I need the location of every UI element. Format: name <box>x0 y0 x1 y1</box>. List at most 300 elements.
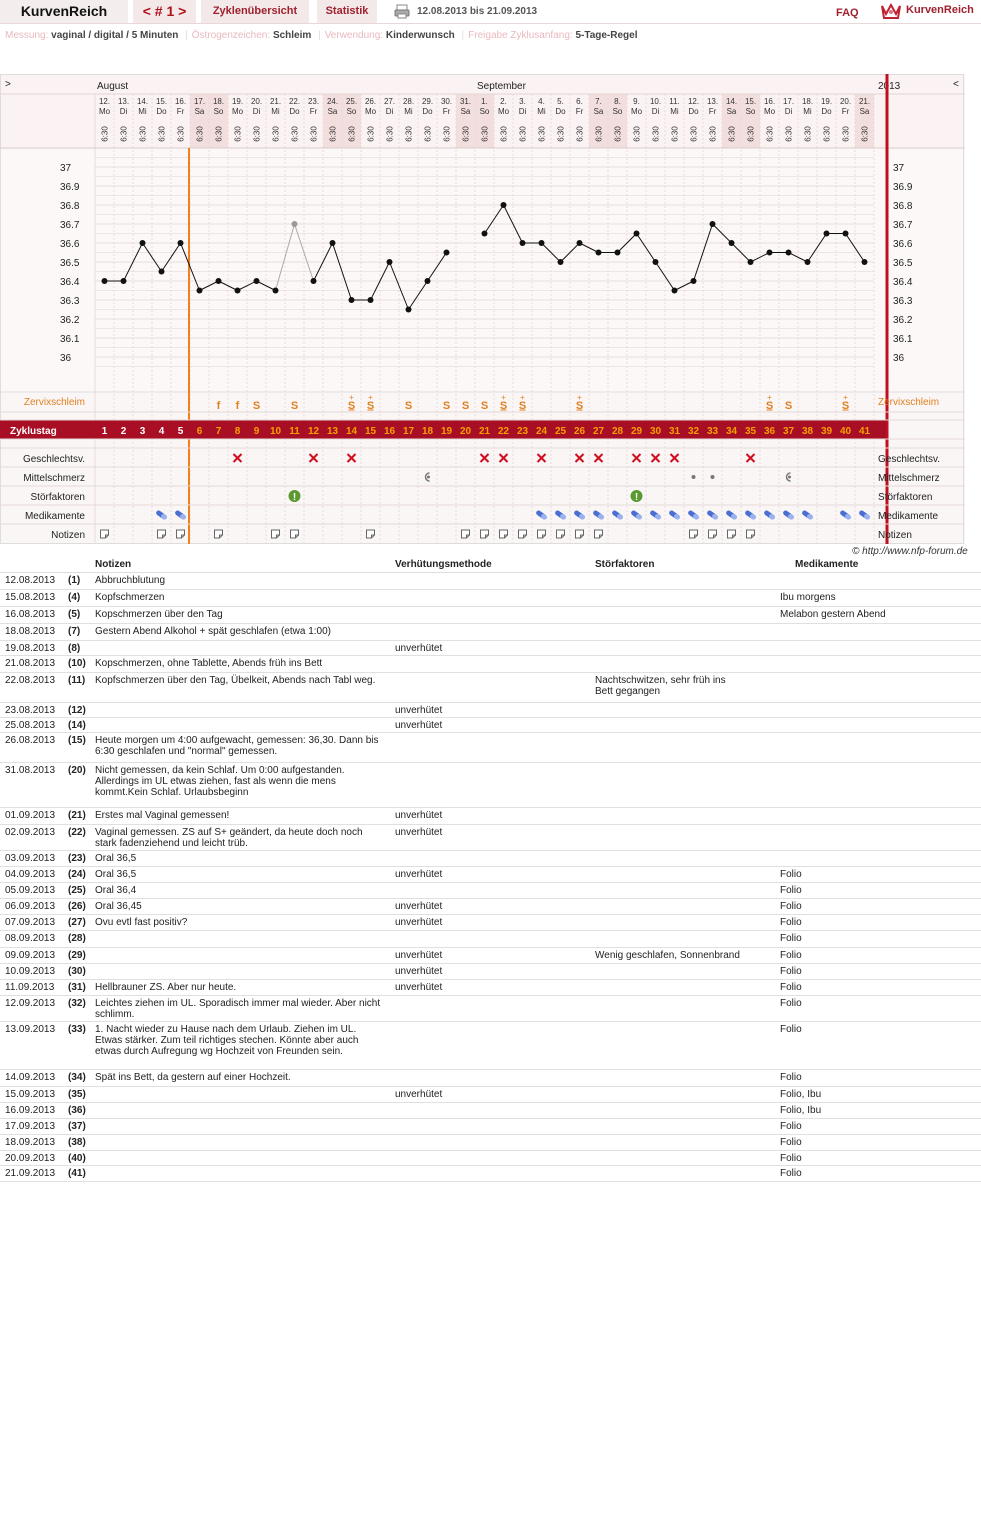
temperature-point <box>577 240 583 246</box>
day-number: 13. <box>117 97 130 106</box>
app-title[interactable]: KurvenReich <box>0 0 128 23</box>
temperature-point <box>140 240 146 246</box>
weekday-label: So <box>745 107 756 116</box>
temperature-point <box>558 259 564 265</box>
note-icon <box>576 530 584 538</box>
time-label: 6:30 <box>442 126 452 142</box>
weekday-label: Do <box>289 107 300 116</box>
cycle-day-number: 30 <box>649 426 662 437</box>
weekday-label: Mo <box>763 107 776 116</box>
table-row <box>0 931 981 948</box>
temperature-point <box>102 278 108 284</box>
row-cycle-day: (37) <box>68 1121 86 1132</box>
table-row <box>0 996 981 1022</box>
cycle-day-number: 9 <box>253 426 260 437</box>
ms-label-right: Mittelschmerz <box>878 473 940 484</box>
row-cycle-day: (14) <box>68 720 86 731</box>
cycle-day-number: 5 <box>177 426 184 437</box>
note-icon <box>101 530 109 538</box>
weekday-label: Fr <box>841 107 850 116</box>
cycle-day-number: 7 <box>215 426 222 437</box>
ytick-right: 36.1 <box>893 334 913 345</box>
note-icon <box>595 530 603 538</box>
table-row <box>0 607 981 624</box>
day-number: 11. <box>669 97 680 106</box>
zervix-mark: S <box>404 400 413 412</box>
row-contraception: unverhütet <box>395 901 443 912</box>
row-note: Kopfschmerzen über den Tag, Übelkeit, Abends nach Tabl weg. <box>95 675 376 686</box>
time-label: 6:30 <box>404 126 414 142</box>
weekday-label: Do <box>688 107 699 116</box>
rows-bg <box>0 392 965 544</box>
row-cycle-day: (26) <box>68 901 86 912</box>
info-value: Schleim <box>272 30 315 41</box>
ytick-right: 36.3 <box>893 296 913 307</box>
zervix-mark: S <box>499 400 508 412</box>
row-cycle-day: (4) <box>68 592 81 603</box>
cycle-day-number: 38 <box>801 426 814 437</box>
time-label: 6:30 <box>138 126 148 142</box>
info-label: Östrogenzeichen: <box>191 30 273 41</box>
time-label: 6:30 <box>271 126 281 142</box>
row-date: 12.08.2013 <box>5 575 56 586</box>
zervix-mark: S <box>518 400 527 412</box>
table-row <box>0 733 981 763</box>
temperature-point <box>121 278 127 284</box>
weekday-label: Mi <box>138 107 147 116</box>
weekday-label: So <box>346 107 357 116</box>
table-row <box>0 948 981 964</box>
weekday-label: Di <box>784 107 793 116</box>
zervix-label-right: Zervixschleim <box>878 397 940 408</box>
table-row <box>0 624 981 641</box>
temperature-point <box>767 250 773 256</box>
time-label: 6:30 <box>632 126 642 142</box>
temperature-point <box>615 250 621 256</box>
time-label: 6:30 <box>537 126 547 142</box>
temperature-point <box>368 297 374 303</box>
cycle-day-number: 20 <box>459 426 472 437</box>
temperature-point <box>805 259 811 265</box>
table-row <box>0 1103 981 1119</box>
row-medication: Folio <box>780 933 802 944</box>
zervix-plus: + <box>843 393 848 402</box>
row-note: Gestern Abend Alkohol + spät geschlafen (etwa 1:00) <box>95 626 331 637</box>
day-number: 23. <box>307 97 320 106</box>
time-label: 6:30 <box>727 126 737 142</box>
note-icon <box>557 530 565 538</box>
ms-dot <box>788 476 791 479</box>
temperature-point <box>235 288 241 294</box>
info-separator: | <box>185 30 188 41</box>
measurement-info <box>5 30 638 41</box>
header-notizen: Notizen <box>95 559 132 570</box>
info-value: vaginal / digital / 5 Minuten <box>51 30 182 41</box>
temperature-point <box>710 221 716 227</box>
time-label: 6:30 <box>689 126 699 142</box>
ytick-left: 37 <box>60 163 72 174</box>
cycle-day-number: 27 <box>592 426 605 437</box>
weekday-label: Sa <box>460 107 471 116</box>
time-label: 6:30 <box>765 126 775 142</box>
time-label: 6:30 <box>176 126 186 142</box>
row-medication: Folio <box>780 982 802 993</box>
ytick-left: 36.5 <box>60 258 80 269</box>
weekday-label: Fr <box>309 107 318 116</box>
table-row <box>0 964 981 980</box>
time-label: 6:30 <box>309 126 319 142</box>
cycle-day-number: 36 <box>763 426 776 437</box>
notes-table-header <box>0 559 981 573</box>
row-date: 17.09.2013 <box>5 1121 56 1132</box>
zervix-plus: + <box>349 393 354 402</box>
ytick-left: 36.3 <box>60 296 80 307</box>
header-medikamente: Medikamente <box>795 559 859 570</box>
weekday-label: Di <box>385 107 394 116</box>
temp-area-bg <box>0 148 965 392</box>
tab-zyklenuebersicht[interactable]: Zyklenübersicht <box>201 0 309 23</box>
cycle-day-number: 14 <box>345 426 358 437</box>
temperature-point <box>387 259 393 265</box>
row-date: 25.08.2013 <box>5 720 56 731</box>
weekday-label: Mo <box>497 107 510 116</box>
month-label: August <box>97 81 129 92</box>
weekday-label: Do <box>422 107 433 116</box>
brand-text: KurvenReich <box>906 4 974 16</box>
header-verhuetung: Verhütungsmethode <box>395 559 492 570</box>
temperature-point <box>349 297 355 303</box>
row-note: Ovu evtl fast positiv? <box>95 917 188 928</box>
zervix-mark: f <box>216 400 221 412</box>
row-contraception: unverhütet <box>395 982 443 993</box>
info-separator: | <box>461 30 465 41</box>
row-cycle-day: (10) <box>68 658 86 669</box>
day-number: 30. <box>440 97 453 106</box>
brand-logo[interactable] <box>880 2 980 22</box>
row-note: Oral 36,5 <box>95 869 137 880</box>
row-note: Erstes mal Vaginal gemessen! <box>95 810 230 821</box>
weekday-label: Di <box>518 107 527 116</box>
temperature-point <box>197 288 203 294</box>
temperature-point <box>691 278 697 284</box>
time-label: 6:30 <box>613 126 623 142</box>
stoer-icon-mark: ! <box>634 492 639 503</box>
row-note: Abbruchblutung <box>95 575 166 586</box>
temperature-point <box>748 259 754 265</box>
zervix-mark: f <box>235 400 240 412</box>
weekday-label: Mo <box>231 107 244 116</box>
row-cycle-day: (22) <box>68 827 86 838</box>
row-contraception: unverhütet <box>395 705 443 716</box>
row-medication: Folio <box>780 1137 802 1148</box>
cycle-day-number: 10 <box>269 426 282 437</box>
row-date: 16.08.2013 <box>5 609 56 620</box>
time-label: 6:30 <box>860 126 870 142</box>
day-number: 20. <box>839 97 852 106</box>
day-number: 2. <box>500 97 507 106</box>
zervix-plus: + <box>368 393 373 402</box>
row-note: Spät ins Bett, da gestern auf einer Hochzeit. <box>95 1072 291 1083</box>
ytick-left: 36.8 <box>60 201 80 212</box>
table-row <box>0 641 981 656</box>
ms-label-left: Mittelschmerz <box>23 473 85 484</box>
row-medication: Folio, Ibu <box>780 1105 822 1116</box>
time-label: 6:30 <box>575 126 585 142</box>
day-number: 14. <box>136 97 149 106</box>
row-date: 20.09.2013 <box>5 1153 56 1164</box>
day-number: 14. <box>725 97 738 106</box>
zervix-mark: S <box>480 400 489 412</box>
weekday-label: Di <box>119 107 128 116</box>
row-cycle-day: (7) <box>68 626 81 637</box>
weekday-label: Sa <box>726 107 737 116</box>
table-row <box>0 915 981 931</box>
weekday-label: So <box>612 107 623 116</box>
row-cycle-day: (20) <box>68 765 86 776</box>
day-number: 19. <box>820 97 833 106</box>
time-label: 6:30 <box>480 126 490 142</box>
note-icon <box>367 530 375 538</box>
notiz-label-right: Notizen <box>878 530 912 541</box>
zervix-plus: + <box>577 393 582 402</box>
table-row <box>0 763 981 808</box>
temperature-point <box>843 231 849 237</box>
cycle-day-number: 1 <box>101 426 108 437</box>
day-number: 3. <box>519 97 526 106</box>
row-date: 03.09.2013 <box>5 853 56 864</box>
cycle-day-number: 37 <box>782 426 795 437</box>
table-row <box>0 1070 981 1087</box>
weekday-label: Do <box>156 107 167 116</box>
ytick-right: 36.5 <box>893 258 913 269</box>
day-number: 1. <box>481 97 488 106</box>
info-label: Freigabe Zyklusanfang: <box>468 30 576 41</box>
row-cycle-day: (28) <box>68 933 86 944</box>
day-number: 12. <box>687 97 700 106</box>
row-note: Hellbrauner ZS. Aber nur heute. <box>95 982 237 993</box>
row-cycle-day: (8) <box>68 643 81 654</box>
table-row <box>0 718 981 733</box>
ytick-right: 36.8 <box>893 201 913 212</box>
ms-dot <box>427 476 430 479</box>
cycle-day-number: 35 <box>744 426 757 437</box>
temperature-point <box>786 250 792 256</box>
print-icon[interactable] <box>394 4 410 19</box>
row-medication: Folio <box>780 1168 802 1179</box>
temperature-point <box>159 269 165 275</box>
cycle-nav[interactable]: < # 1 > <box>133 0 196 23</box>
row-date: 14.09.2013 <box>5 1072 56 1083</box>
row-note: Oral 36,4 <box>95 885 137 896</box>
note-icon <box>158 530 166 538</box>
weekday-label: Mi <box>404 107 413 116</box>
info-value: 5-Tage-Regel <box>575 30 638 41</box>
info-label: Verwendung: <box>324 30 386 41</box>
zervix-mark: S <box>784 400 793 412</box>
cycle-day-number: 29 <box>630 426 643 437</box>
row-cycle-day: (40) <box>68 1153 86 1164</box>
row-date: 09.09.2013 <box>5 950 56 961</box>
temperature-point <box>501 202 507 208</box>
cycle-day-number: 39 <box>820 426 833 437</box>
time-label: 6:30 <box>556 126 566 142</box>
zyklustag-label: Zyklustag <box>10 426 57 437</box>
row-contraception: unverhütet <box>395 1089 443 1100</box>
table-row <box>0 1022 981 1070</box>
weekday-label: Sa <box>593 107 604 116</box>
temperature-point <box>482 231 488 237</box>
row-cycle-day: (34) <box>68 1072 86 1083</box>
med-label-right: Medikamente <box>878 511 939 522</box>
row-medication: Folio <box>780 901 802 912</box>
time-label: 6:30 <box>366 126 376 142</box>
row-medication: Folio <box>780 1153 802 1164</box>
weekday-label: Mi <box>670 107 679 116</box>
row-medication: Folio <box>780 966 802 977</box>
day-number: 27. <box>383 97 396 106</box>
row-date: 15.09.2013 <box>5 1089 56 1100</box>
ytick-right: 36.2 <box>893 315 913 326</box>
gv-label-right: Geschlechtsv. <box>878 454 941 465</box>
weekday-label: Do <box>821 107 832 116</box>
cycle-day-number: 24 <box>535 426 548 437</box>
row-medication: Folio <box>780 885 802 896</box>
row-note: Oral 36,45 <box>95 901 142 912</box>
temperature-point <box>539 240 545 246</box>
ytick-right: 36.4 <box>893 277 913 288</box>
day-number: 24. <box>326 97 339 106</box>
day-number: 13. <box>706 97 719 106</box>
cycle-day-number: 41 <box>858 426 871 437</box>
cycle-day-number: 2 <box>120 426 127 437</box>
table-row <box>0 1151 981 1166</box>
cycle-day-number: 31 <box>668 426 681 437</box>
zervix-mark: S <box>252 400 261 412</box>
cycle-day-number: 19 <box>440 426 453 437</box>
row-medication: Folio <box>780 998 802 1009</box>
time-label: 6:30 <box>499 126 509 142</box>
row-contraception: unverhütet <box>395 643 443 654</box>
temperature-point <box>862 259 868 265</box>
note-icon <box>538 530 546 538</box>
faq-link[interactable]: FAQ <box>836 7 859 19</box>
temperature-point <box>634 231 640 237</box>
row-disturbance: Wenig geschlafen, Sonnenbrand <box>595 950 740 961</box>
time-label: 6:30 <box>461 126 471 142</box>
temperature-point <box>406 307 412 313</box>
weekday-label: So <box>479 107 490 116</box>
day-number: 20. <box>250 97 263 106</box>
row-date: 01.09.2013 <box>5 810 56 821</box>
row-date: 11.09.2013 <box>5 982 55 993</box>
temperature-point <box>292 221 298 227</box>
stoer-icon-mark: ! <box>292 492 297 503</box>
note-icon <box>177 530 185 538</box>
row-cycle-day: (30) <box>68 966 86 977</box>
note-icon <box>709 530 717 538</box>
ytick-right: 36.9 <box>893 182 913 193</box>
row-cycle-day: (38) <box>68 1137 86 1148</box>
weekday-label: Mi <box>271 107 280 116</box>
day-number: 17. <box>193 97 206 106</box>
row-medication: Folio <box>780 1024 802 1035</box>
day-number: 15. <box>744 97 757 106</box>
row-medication: Folio <box>780 869 802 880</box>
row-date: 22.08.2013 <box>5 675 56 686</box>
cycle-day-number: 6 <box>196 426 203 437</box>
table-row <box>0 1119 981 1135</box>
temperature-point <box>311 278 317 284</box>
cycle-day-number: 12 <box>307 426 320 437</box>
tab-statistik[interactable]: Statistik <box>317 0 377 23</box>
row-cycle-day: (35) <box>68 1089 86 1100</box>
info-label: Messung: <box>5 30 52 41</box>
copyright: © http://www.nfp-forum.de <box>852 546 968 557</box>
ytick-left: 36.2 <box>60 315 80 326</box>
note-icon <box>272 530 280 538</box>
row-medication: Melabon gestern Abend <box>780 609 886 620</box>
day-number: 6. <box>576 97 583 106</box>
day-number: 10. <box>649 97 662 106</box>
row-contraception: unverhütet <box>395 917 443 928</box>
crown-icon <box>880 2 902 20</box>
temperature-point <box>254 278 260 284</box>
day-number: 5. <box>557 97 564 106</box>
weekday-label: Di <box>252 107 261 116</box>
temperature-point <box>178 240 184 246</box>
zervix-plus: + <box>520 393 525 402</box>
day-number: 9. <box>633 97 640 106</box>
row-note: Kopschmerzen über den Tag <box>95 609 223 620</box>
weekday-label: Fr <box>442 107 451 116</box>
weekday-label: Sa <box>327 107 338 116</box>
day-number: 18. <box>212 97 225 106</box>
table-row <box>0 656 981 673</box>
ytick-left: 36.6 <box>60 239 80 250</box>
time-label: 6:30 <box>518 126 528 142</box>
cycle-day-number: 3 <box>139 426 146 437</box>
row-note: 1. Nacht wieder zu Hause nach dem Urlaub. Ziehen im UL. Etwas stärker. Zum teil richtiges stechen. Könnte aber auch etwas durch Aufregung wg Hochzeit von Freunden sein. <box>95 1024 359 1057</box>
cycle-day-number: 22 <box>497 426 510 437</box>
row-cycle-day: (41) <box>68 1168 86 1179</box>
table-row <box>0 1166 981 1182</box>
weekday-label: So <box>213 107 224 116</box>
ytick-left: 36.9 <box>60 182 80 193</box>
row-cycle-day: (5) <box>68 609 81 620</box>
row-date: 16.09.2013 <box>5 1105 56 1116</box>
cycle-day-number: 13 <box>326 426 339 437</box>
row-date: 23.08.2013 <box>5 705 56 716</box>
temperature-point <box>729 240 735 246</box>
cycle-day-number: 21 <box>478 426 491 437</box>
temperature-point <box>596 250 602 256</box>
table-row <box>0 703 981 718</box>
day-number: 22. <box>288 97 301 106</box>
cycle-day-number: 40 <box>839 426 852 437</box>
month-label: September <box>477 81 526 92</box>
zervix-mark: S <box>442 400 451 412</box>
ytick-right: 37 <box>893 163 905 174</box>
zervix-mark: S <box>841 400 850 412</box>
row-date: 04.09.2013 <box>5 869 56 880</box>
ms-dot <box>692 475 696 479</box>
time-label: 6:30 <box>385 126 395 142</box>
row-cycle-day: (33) <box>68 1024 86 1035</box>
row-cycle-day: (36) <box>68 1105 86 1116</box>
cycle-day-number: 28 <box>611 426 624 437</box>
day-number: 4. <box>538 97 545 106</box>
day-number: 17. <box>782 97 795 106</box>
